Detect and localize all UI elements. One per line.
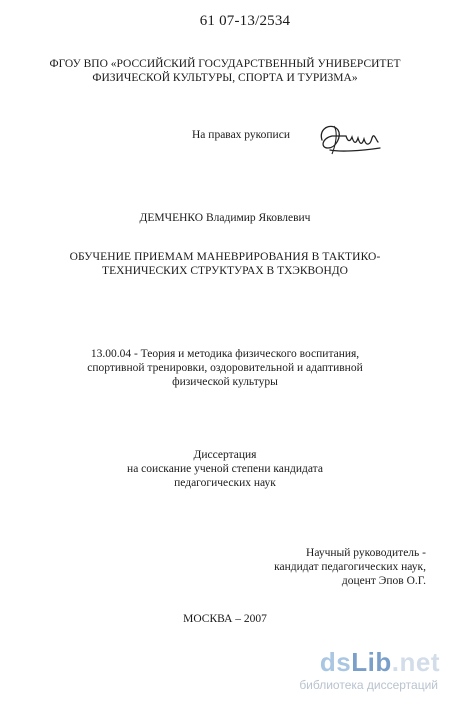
author-name: ДЕМЧЕНКО Владимир Яковлевич: [139, 212, 311, 224]
handwritten-signature: [316, 118, 384, 162]
supervisor-line-1: Научный руководитель -: [306, 547, 426, 559]
dissertation-label: Диссертация: [193, 449, 257, 461]
specialty-line-1: 13.00.04 - Теория и методика физического воспитания,: [90, 348, 360, 360]
watermark-logo: dsLib.net: [319, 647, 440, 677]
organization-line-2: ФИЗИЧЕСКОЙ КУЛЬТУРЫ, СПОРТА И ТУРИЗМА»: [92, 72, 358, 84]
archive-number: 61 07-13/2534: [199, 13, 291, 29]
supervisor-line-2: кандидат педагогических наук,: [274, 561, 426, 573]
specialty-line-3: физической культуры: [172, 376, 278, 388]
degree-line-2: педагогических наук: [174, 477, 276, 489]
degree-line-1: на соискание ученой степени кандидата: [127, 463, 323, 475]
specialty-line-2: спортивной тренировки, оздоровительной и адаптивной: [87, 362, 363, 374]
dslib-watermark: [250, 648, 440, 696]
dissertation-title-line-1: ОБУЧЕНИЕ ПРИЕМАМ МАНЕВРИРОВАНИЯ В ТАКТИКО-: [69, 251, 381, 263]
watermark-subtitle: библиотека диссертаций: [299, 678, 438, 692]
city-year: МОСКВА – 2007: [183, 613, 267, 625]
rights-note: На правах рукописи: [192, 129, 290, 141]
dissertation-title-line-2: ТЕХНИЧЕСКИХ СТРУКТУРАХ В ТХЭКВОНДО: [102, 265, 348, 277]
supervisor-line-3: доцент Эпов О.Г.: [341, 575, 426, 587]
organization-line-1: ФГОУ ВПО «РОССИЙСКИЙ ГОСУДАРСТВЕННЫЙ УНИВЕРСИТЕТ: [49, 58, 401, 70]
